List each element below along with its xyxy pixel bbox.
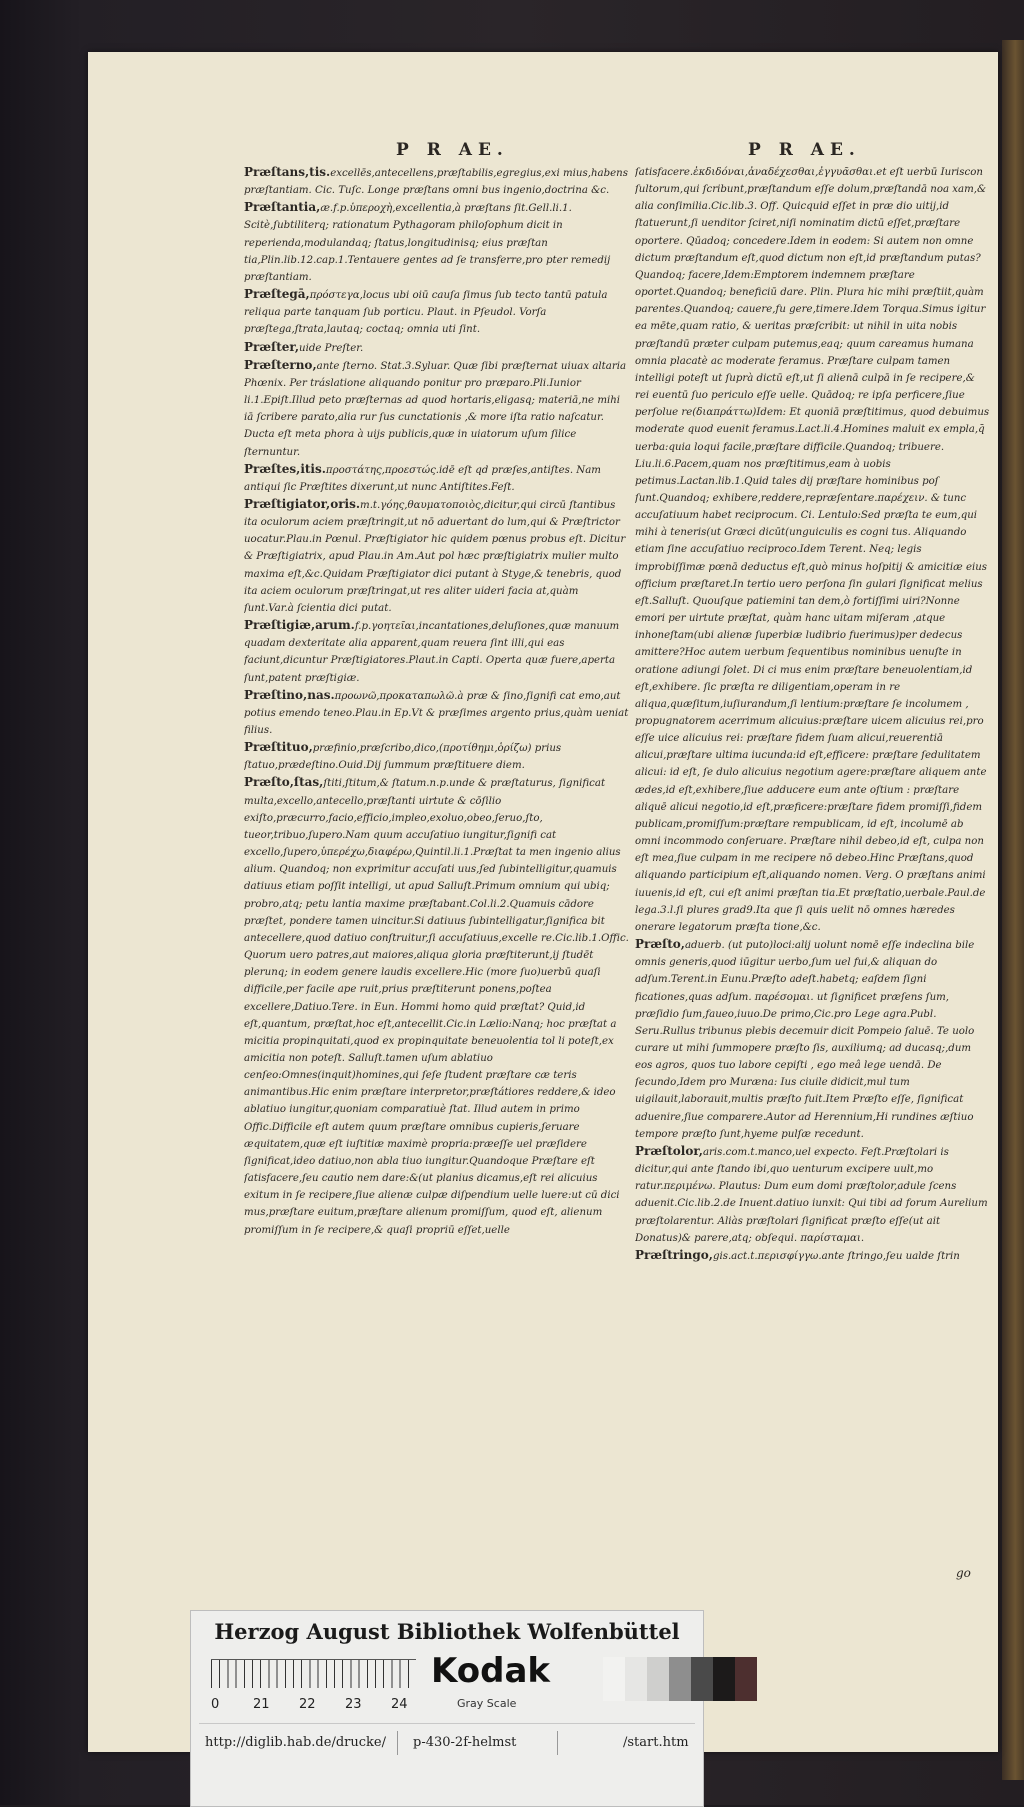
- entry-headword: Præſtigiator,oris.: [244, 496, 361, 511]
- ruler-number: 0: [211, 1697, 220, 1712]
- dictionary-entry: [635, 1247, 990, 1265]
- card-divider: [199, 1723, 695, 1724]
- entry-headword: Præſto,: [635, 937, 685, 952]
- url-base-link[interactable]: http://diglib.hab.de/drucke/: [205, 1735, 386, 1750]
- gray-swatch: [647, 1657, 669, 1701]
- entry-definition: πρόστεγα,locus ubi oiū cauſa ſimus ſub tecto tantū patula reliqua parte tanquam ſub porticu. Plaut. in Pſeudol. Vorſa præſtega,ſtrata,lautaq; coctaq; omnia uti ſint.: [244, 290, 608, 336]
- gray-swatch: [735, 1657, 757, 1701]
- entry-definition: excellēs,antecellens,præſtabilis,egregius,exi mius,habens præſtantiam. Cic. Tuſc. Longe præſtans omni bus ingenio,doctrina &c.: [244, 168, 628, 197]
- gray-scale-swatches: [603, 1657, 757, 1701]
- url-separator: [397, 1731, 398, 1755]
- dictionary-entry: [244, 286, 630, 338]
- entry-definition: præfinio,præſcribo,dico,(προτίθημι,ὁρίζω) prius ſtatuo,prædeſtino.Ouid.Dij ſummum præſtituere diem.: [244, 743, 562, 772]
- ruler-number: 23: [345, 1697, 362, 1712]
- entry-headword: Præſtes,itis.: [244, 461, 326, 476]
- dictionary-entry: [244, 687, 630, 739]
- library-name: Herzog August Bibliothek Wolfenbüttel: [214, 1619, 680, 1644]
- gray-swatch: [691, 1657, 713, 1701]
- entry-headword: Præſtegā,: [244, 287, 310, 302]
- catchword: go: [956, 1566, 971, 1580]
- entry-definition: προστάτης,προεστώς.idē eſt qd præſes,antiſtes. Nam antiqui ſic Præſtites dixerunt,ut nunc Antiſtites.Feſt.: [244, 464, 601, 493]
- gray-scale-label: Gray Scale: [457, 1697, 517, 1710]
- dictionary-entry: [244, 496, 630, 617]
- entry-definition: ante ſterno. Stat.3.Syluar. Quæ ſibi præſternat uiuax altaria Phœnix. Per tráslatione aliquando ponitur pro præparo.Pli.Iunior li.1.Epiſt.Illud peto præſternas ad quod hortaris,eligasq; materiā,ne mihi iā ſcribere parato,alia rur ſus cunctationis ,& more iſta ratio naſcatur. Ducta eſt meta phora à uijs publicis,quæ in uiatorum uſum ſilice ſternuntur.: [244, 360, 627, 458]
- entry-headword: Præſtringo,: [635, 1247, 713, 1262]
- dictionary-entry: [244, 164, 630, 199]
- dictionary-entry: [244, 617, 630, 687]
- library-color-card: [190, 1610, 704, 1807]
- dictionary-entry: [635, 936, 990, 1143]
- entry-definition: m.t.γόης,θαυματοποιὸς,dicitur,qui circū ſtantibus ita oculorum aciem præſtringit,ut nō aduertant do lum,qui & Præſtrictor uocatur.Plau.in Pœnul. Præſtigiator hic quidem pœnus probus eſt. Dicitur & Præſtigiatrix, apud Plau.in Am.Aut pol hæc præſtigiatrix mulier multo maxima eſt,&c.Quidam Præſtigiator dici putant à Styge,& tenebris, quod ita aciem oculorum præſtringat,ut res aliter uideri facia at,quàm ſunt.Var.à ſcientia dici putat.: [244, 499, 626, 614]
- entry-definition: ſatisfacere.ἐκδιδόναι,ἀναδέχεσθαι,ἐγγυᾶσθαι.et eſt uerbū Iuriscon ſultorum,qui ſcribunt,præſtandum eſſe dolum,præſtandā noa xam,& alia conſimilia.Cic.lib.3. Off. Quicquid eſſet in præ dio uitij,id ſtatuerunt,ſi uenditor ſciret,niſi nominatim dictū eſſet,præſtare oportere. Qūadoq; concedere.Idem in eodem: Si autem non omne dictum præſtandum eſt,quod dictum non eſt,id præſtandum putas? Quandoq; facere,Idem:Emptorem indemnem præſtare oportet.Quandoq; beneficiū dare. Plin. Plura hic mihi præſtiit,quàm parentes.Quandoq; cauere,fu gere,timere.Idem Torqua.Simus igitur ea mēte,quam ratio, & ueritas præſcribit: ut nihil in uita nobis præſtandū præter culpam putemus,eaq; quum careamus humana omnia placatè ac moderate feramus. Præſtare culpam tamen intelligi poteſt ut ſuprà dictū eſt,ut ſi alienā culpā in ſe recipere,& rei euentū ſuo periculo eſſe uelle. Quādoq; re ipſa perficere,ſiue perſolue re(διαπράττω)Idem: Et quoniā præſtitimus, quod debuimus moderate quod euenit feramus.Lact.li.4.Homines maluit ex empla,q̄ uerba:quia loqui facile,præſtare difficile.Quandoq; tribuere. Liu.li.6.Pacem,quam nos præſtitimus,eam à uobis petimus.Lactan.lib.1.Quid tales dij præſtare hominibus poſ ſunt.Quandoq; exhibere,reddere,repræſentare.παρέχειν. & tunc accuſatiuum habet reciprocum. Ci. Lentulo:Sed præſta te eum,qui mihi à teneris(ut Græci dicūt(unguiculis es cogni tus. Aliquando etiam ſine accuſatiuo reciproco.Idem Terent. Neq; legis improbiſſimæ pœnā deductus eſt,quò minus hoſpitij & amicitiæ eius officium præſtaret.In tertio uero perſona ſin gulari ſignificat melius eſt.Salluſt. Quouſque patiemini tan dem,ò fortiſſimi uiri?Nonne emori per uirtute præſtat, quàm hanc uitam miſeram ,atque inhoneſtam(ubi alienæ ſuperbiæ ludibrio fuerimus)per dedecus amittere?Hoc autem uerbum ſequentibus nominibus uenuſte in oratione adiungi ſolet. Di ci mus enim præſtare beneuolentiam,id eſt,exhibere. ſic præſta re diligentiam,operam in re aliqua,quæſitum,iuſiurandum,ſi lentium:præſtare ſe incolumem , propugnatorem acerrimum alicuius:præſtare uicem alicuius rei,pro eſſe uice alicuius rei: præſtare fidem ſuam alicui,reuerentiā alicui,præſtare ultima iucunda:id eſt,efficere: præſtare ſedulitatem alicui: id eſt, ſe dulo alicuius negotium agere:præſtare aliquem ante ædes,id eſt,exhibere,ſiue adducere eum ante oſtium : præſtare aliquē alicui negotio,id eſt,præficere:præſtare fidem promiſſi,fidem publicam,promiſſum:præſtare rempublicam, id eſt, incolumē ab omni incommodo conſeruare. Præſtare nihil debeo,id eſt, culpa non eſt mea,ſiue culpam in me recipere nō debeo.Hinc Præſtans,quod aliquando participium eſt,aliquando nomen. Verg. O præſtans animi iuuenis,id eſt, cui eſt animi præſtan tia.Et præſtatio,uerbale.Paul.de lega.3.l.ſi plures grad9.Ita que ſi quis uelit nō omnes hæredes onerare legatorum præſta tione,&c.: [635, 167, 990, 933]
- dictionary-entry: [635, 1143, 990, 1247]
- url-id-link[interactable]: p-430-2f-helmst: [413, 1735, 517, 1750]
- entry-headword: Præſtino,nas.: [244, 687, 335, 702]
- entry-definition: f.p.γοητεῖαι,incantationes,deluſiones,quæ manuum quadam dexteritate alia apparent,quam reuera ſint illi,qui eas faciunt,dicuntur Præſtigiatores.Plaut.in Capti. Operta quæ fuere,aperta ſunt,patent præſtigiæ.: [244, 621, 620, 684]
- entry-headword: Præſtans,tis.: [244, 165, 331, 179]
- kodak-logo: Kodak: [431, 1651, 550, 1691]
- running-head-right: P R AE.: [748, 140, 861, 160]
- gray-swatch: [669, 1657, 691, 1701]
- entry-headword: Præſtituo,: [244, 740, 313, 755]
- gray-swatch: [713, 1657, 735, 1701]
- dictionary-entry: [244, 357, 630, 461]
- gray-swatch: [603, 1657, 625, 1701]
- book-spine-edge: [1002, 40, 1024, 1780]
- ruler-number: 22: [299, 1697, 316, 1712]
- entry-headword: Præſtolor,: [635, 1143, 703, 1158]
- dictionary-entry: [635, 164, 990, 936]
- entry-headword: Præſto,ſtas,: [244, 775, 324, 790]
- dictionary-entry: [244, 461, 630, 496]
- right-text-column: [635, 164, 990, 1265]
- entry-headword: Præſtantia,: [244, 200, 321, 215]
- entry-definition: uide Preſter.: [299, 342, 364, 354]
- entry-headword: Præſter,: [244, 339, 300, 354]
- gray-swatch: [625, 1657, 647, 1701]
- dictionary-entry: [244, 199, 630, 286]
- url-start-link[interactable]: /start.htm: [623, 1735, 689, 1750]
- ruler-number: 21: [253, 1697, 270, 1712]
- ruler-number: 24: [391, 1697, 408, 1712]
- entry-definition: aris.com.t.manco,uel expecto. Feſt.Præſtolari is dicitur,qui ante ſtando ibi,quo uenturum excipere uult,mo ratur.περιμένω. Plautus: Dum eum domi præſtolor,adule ſcens aduenit.Cic.lib.2.de Inuent.datiuo iunxit: Qui tibi ad forum Aurelium præſtolarentur. Aliàs præſtolari ſignificat præſto eſſe(ut ait Donatus)& parere,atq; obſequi. παρίσταμαι.: [635, 1146, 988, 1244]
- entry-definition: aduerb. (ut puto)loci:alij uolunt nomē eſſe indeclina bile omnis generis,quod iūgitur uerbo,ſum uel fui,& aliquan do adſum.Terent.in Eunu.Præſto adeſt.habetq; eaſdem ſigni ficationes,quas adſum. παρέσομαι. ut ſignificet præſens ſum, præſidio ſum,faueo,iuuo.De primo,Cic.pro Lege agra.Publ. Seru.Rullus tribunus plebis decemuir dicit Pompeio ſaluē. Te uolo curare ut mihi ſummopere præſto ſis, auxiliumq; ad ducasq;,dum eos agros, quos tuo labore cepiſti , ego meâ lege uendā. De ſecundo,Idem pro Muræna: Ius ciuile didicit,mul tum uigilauit,laborauit,multis præſto fuit.Item Præſto eſſe, ſignificat aduenire,ſiue comparere.Autor ad Herennium,Hi rundines æſtiuo tempore præſto ſunt,hyeme pulſæ recedunt.: [635, 940, 975, 1140]
- dictionary-entry: [244, 739, 630, 774]
- dictionary-entry: [244, 774, 630, 1238]
- url-separator: [557, 1731, 558, 1755]
- entry-headword: Præſterno,: [244, 357, 317, 372]
- entry-definition: æ.f.p.ὑπεροχὴ,excellentia,à præſtans ſit.Gell.li.1. Scitè,ſubtiliterq; rationatum Pythagoram philoſophum dicit in reperienda,modulandaq; ſtatus,longitudinisq; eius præſtan tia,Plin.lib.12.cap.1.Tentauere gentes ad ſe transferre,pro pter remedij præſtantiam.: [244, 203, 611, 283]
- entry-definition: ſtiti,ſtitum,& ſtatum.n.p.unde & præſtaturus, ſignificat multa,excello,antecello,præſtanti uirtute & cōſilio exiſto,præcurro,facio,efficio,impleo,exoluo,obeo,ſeruo,ſto, tueor,tribuo,ſupero.Nam quum accuſatiuo iungitur,ſignifi cat excello,ſupero,ὑπερέχω,διαφέρω,Quintil.li.1.Præſtat ta men ingenio alius alium. Quandoq; non exprimitur accuſati uus,ſed ſubintelligitur,quamuis datiuus etiam poſſit intelligi, ut apud Salluſt.Primum omnium qui ubiq; probro,atq; petu lantia maxime præſtabant.Col.li.2.Quamuis cādore præſtet, pondere tamen uincitur.Si datiuus ſubintelligatur,ſignifica bit antecellere,quod datiuo conſtruitur,ſi accuſatiuus,excelle re.Cic.lib.1.Offic. Quorum uero patres,aut maiores,aliqua gloria præſtiterunt,ij ſtudēt plerunq; in eodem genere laudis excellere.Hic (more ſuo)uerbū quaſi difficile,per facile ape ruit,prius præſtiterunt ponens,poſtea excellere,Datiuo.Tere. in Eun. Hommi homo quid præſtat? Quid,id eſt,quantum, præſtat,hoc eſt,antecellit.Cic.in Lælio:Nanq; hoc præſtat a micitia propinquitati,quod ex propinquitate beneuolentia tol li poteſt,ex amicitia non poteſt. Salluſt.tamen uſum ablatiuo cenſeo:Omnes(inquit)homines,qui ſeſe ſtudent præſtare cæ teris animantibus.Hic enim præſtare interpretor,præſtátiores reddere,& ideo ablatiuo iungitur,quoniam comparatiuè ſtat. Illud autem in primo Offic.Difficile eſt autem quum præſtare omnibus cupieris,ſeruare æquitatem,quæ eſt iuſtitiæ maximè propria:præeſſe uel præſidere ſignificat,ideo datiuo,non abla tiuo iungitur.Quandoque Præſtare eſt ſatisfacere,ſeu cautio nem dare:&(ut planius dicamus,eſt rei alicuius exitum in ſe recipere,ſiue alienæ culpæ diſpendium uelle luere:ut cū dici mus,præſtare euitum,præſtare alienum promiſſum, quod eſt, alienum promiſſum in ſe recipere,& quaſi propriū eſſet,uelle: [244, 778, 629, 1236]
- left-text-column: [244, 164, 630, 1239]
- measurement-ruler: [211, 1659, 416, 1688]
- entry-definition: προωνῶ,προκαταπωλῶ.à præ & ſino,ſignifi cat emo,aut potius emendo teneo.Plau.in Ep.Vt & præſimes argento prius,quàm ueniat filius.: [244, 690, 629, 736]
- running-head-left: P R AE.: [396, 140, 509, 160]
- dictionary-entry: [244, 339, 630, 357]
- entry-headword: Præſtigiæ,arum.: [244, 618, 355, 633]
- entry-definition: gis.act.t.περισφίγγω.ante ſtringo,ſeu ualde ſtrin: [712, 1250, 960, 1262]
